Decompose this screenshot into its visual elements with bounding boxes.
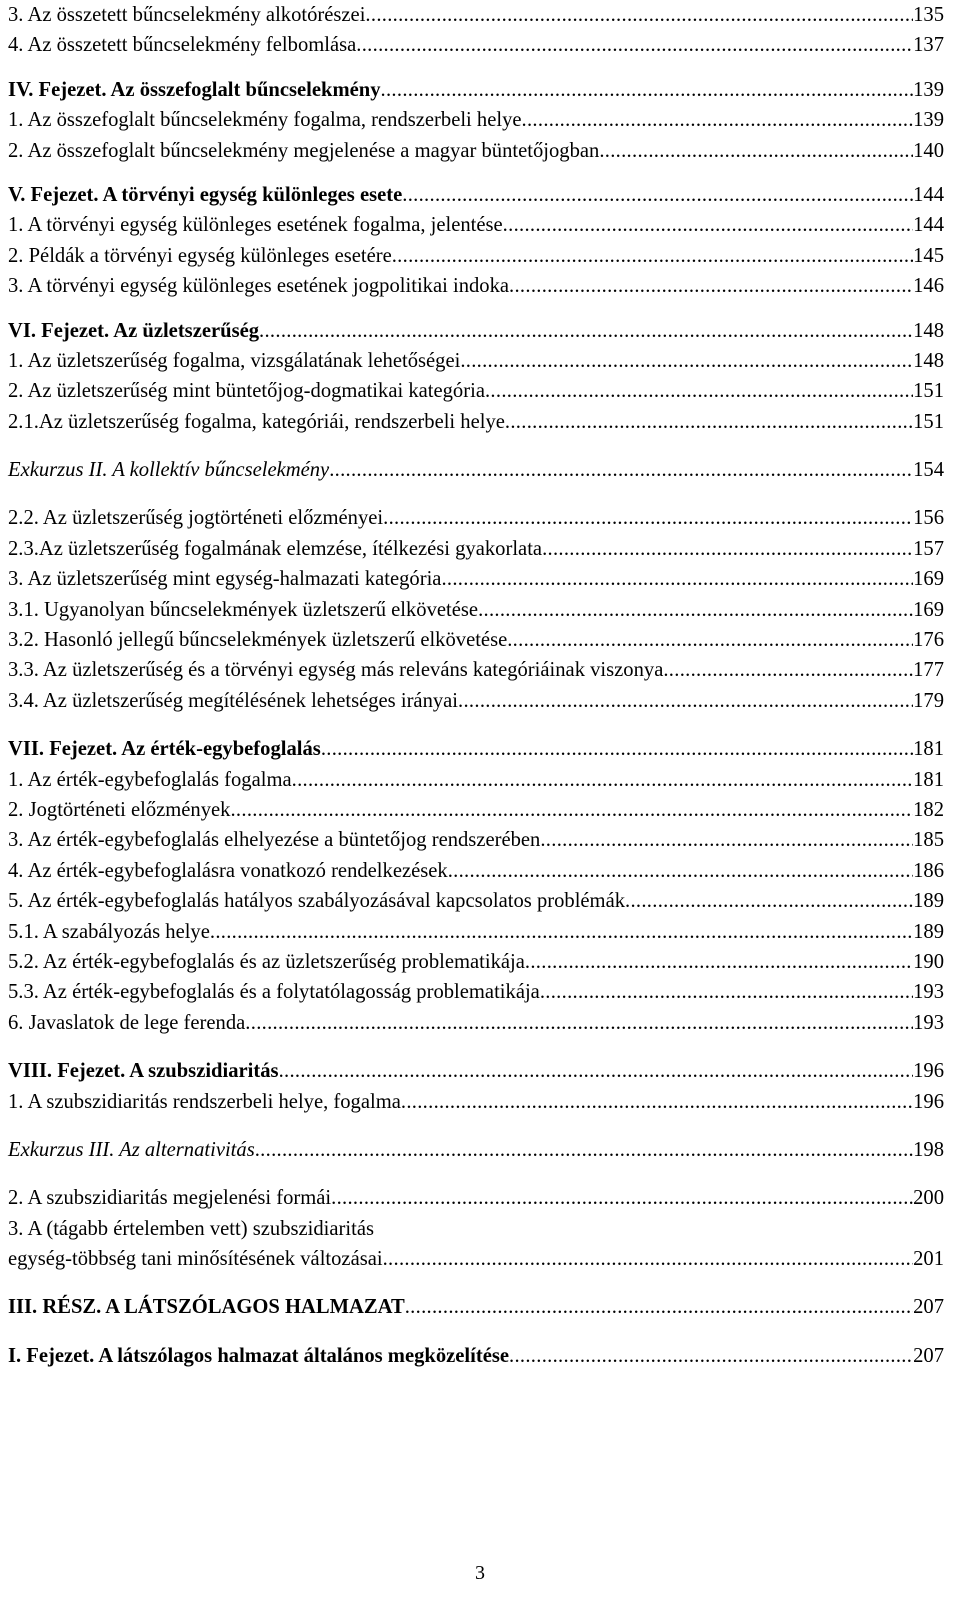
toc-entry-page: 185 [913, 829, 944, 852]
toc-leader-dots [279, 1056, 914, 1086]
toc-entry [8, 977, 944, 1007]
toc-entry-title: 3. Az üzletszerűség mint egység-halmazati kategória [8, 568, 442, 591]
toc-entry-page: 189 [913, 920, 944, 943]
toc-entry-page: 176 [913, 629, 944, 652]
toc-entry-title: 2.1.Az üzletszerűség fogalma, kategóriái, rendszerbeli helye [8, 410, 505, 433]
toc-leader-dots [259, 316, 913, 346]
toc-chapter-entry [8, 1056, 944, 1086]
toc-entry-title: VI. Fejezet. Az üzletszerűség [8, 319, 260, 342]
toc-entry-title: 6. Javaslatok de lege ferenda [8, 1011, 246, 1034]
toc-entry [8, 655, 944, 685]
toc-entry-title: Exkurzus II. A kollektív bűncselekmény [8, 459, 330, 482]
page-number: 3 [475, 1562, 485, 1584]
toc-leader-dots [625, 886, 913, 916]
toc-leader-dots [485, 376, 913, 406]
toc-entry-title: IV. Fejezet. Az összefoglalt bűncselekmény [8, 78, 381, 101]
toc-entry-page: 201 [913, 1248, 944, 1271]
toc-entry-title: I. Fejezet. A látszólagos halmazat általános megközelítése [8, 1344, 510, 1367]
toc-entry [8, 136, 944, 166]
toc-entry-title: 3. A (tágabb értelemben vett) szubszidiaritás [8, 1217, 374, 1240]
toc-chapter-entry [8, 316, 944, 346]
toc-entry-page: 144 [913, 214, 944, 237]
toc-entry [8, 886, 944, 916]
toc-entry [8, 947, 944, 977]
toc-excursus-entry [8, 455, 944, 485]
toc-leader-dots [542, 534, 913, 564]
toc-leader-dots [505, 407, 913, 437]
toc-entry-title: 3. A törvényi egység különleges esetének jogpolitikai indoka [8, 275, 510, 298]
toc-entry-page: 169 [913, 568, 944, 591]
toc-leader-dots [392, 241, 913, 271]
toc-leader-dots [460, 346, 913, 376]
toc-entry [8, 686, 944, 716]
toc-entry-title: 2. Az összefoglalt bűncselekmény megjelenése a magyar büntetőjogban [8, 139, 600, 162]
toc-entry [8, 765, 944, 795]
toc-entry-page: 196 [913, 1090, 944, 1113]
toc-entry-page: 207 [913, 1296, 944, 1319]
toc-entry-title: III. RÉSZ. A LÁTSZÓLAGOS HALMAZAT [8, 1296, 405, 1319]
toc-leader-dots [525, 947, 913, 977]
toc-leader-dots [509, 271, 913, 301]
toc-entry-first-line [8, 1214, 944, 1244]
toc-entry-page: 169 [913, 598, 944, 621]
toc-entry-title: 1. A törvényi egység különleges esetének fogalma, jelentése [8, 214, 503, 237]
toc-entry-title: 2. A szubszidiaritás megjelenési formái [8, 1187, 332, 1210]
toc-entry-page: 139 [913, 109, 944, 132]
toc-leader-dots [441, 564, 913, 594]
toc-leader-dots [507, 625, 913, 655]
toc-entry-title: 5.2. Az érték-egybefoglalás és az üzletszerűség problematikája [8, 950, 525, 973]
toc-entry [8, 1183, 944, 1213]
toc-entry-page: 196 [913, 1060, 944, 1083]
toc-leader-dots [503, 210, 913, 240]
toc-entry-page: 181 [913, 768, 944, 791]
toc-entry [8, 795, 944, 825]
toc-entry-title: 2.3.Az üzletszerűség fogalmának elemzése, ítélkezési gyakorlata [8, 537, 543, 560]
toc-entry [8, 856, 944, 886]
toc-entry-title: VIII. Fejezet. A szubszidiaritás [8, 1060, 279, 1083]
toc-entry [8, 625, 944, 655]
toc-entry-page: 137 [913, 34, 944, 57]
toc-leader-dots [255, 1135, 913, 1165]
toc-chapter-entry [8, 734, 944, 764]
toc-leader-dots [663, 655, 913, 685]
toc-leader-dots [381, 75, 914, 105]
toc-leader-dots [230, 795, 913, 825]
toc-leader-dots [292, 765, 913, 795]
toc-entry-page: 200 [913, 1187, 944, 1210]
toc-entry-page: 140 [913, 139, 944, 162]
toc-entry [8, 534, 944, 564]
toc-entry-page: 198 [913, 1138, 944, 1161]
toc-leader-dots [383, 1244, 914, 1274]
toc-entry-page: 148 [913, 319, 944, 342]
toc-entry-page: 156 [913, 507, 944, 530]
toc-entry [8, 407, 944, 437]
toc-entry-title: V. Fejezet. A törvényi egység különleges esete [8, 183, 403, 206]
toc-entry-page: 193 [913, 981, 944, 1004]
toc-entry-title: 2. Példák a törvényi egység különleges esetére [8, 244, 392, 267]
toc-leader-dots [478, 595, 913, 625]
toc-leader-dots [599, 136, 913, 166]
toc-leader-dots [331, 1183, 913, 1213]
toc-leader-dots [509, 1341, 913, 1371]
toc-entry-title: 3.3. Az üzletszerűség és a törvényi egység más releváns kategóriáinak viszonya [8, 659, 664, 682]
toc-entry [8, 30, 944, 60]
toc-entry-title: 5.1. A szabályozás helye [8, 920, 210, 943]
toc-entry-page: 144 [913, 183, 944, 206]
toc-entry-title: 3.2. Hasonló jellegű bűncselekmények üzletszerű elkövetése [8, 629, 508, 652]
toc-entry-page: 151 [913, 380, 944, 403]
toc-leader-dots [540, 977, 913, 1007]
toc-leader-dots [329, 455, 913, 485]
toc-entry-title: 2. Az üzletszerűség mint büntetőjog-dogmatikai kategória [8, 380, 485, 403]
toc-entry-page: 151 [913, 410, 944, 433]
toc-entry-title: 2. Jogtörténeti előzmények [8, 798, 231, 821]
toc-entry-title: 1. A szubszidiaritás rendszerbeli helye, fogalma [8, 1090, 401, 1113]
toc-entry [8, 241, 944, 271]
toc-entry-page: 145 [913, 244, 944, 267]
toc-entry-title: egység-többség tani minősítésének változásai [8, 1248, 383, 1271]
toc-entry-page: 207 [913, 1344, 944, 1367]
toc-entry-page: 148 [913, 349, 944, 372]
table-of-contents [8, 0, 944, 1371]
toc-leader-dots [383, 503, 913, 533]
toc-leader-dots [540, 825, 913, 855]
toc-entry [8, 105, 944, 135]
toc-excursus-entry [8, 1135, 944, 1165]
toc-entry-title: 1. Az érték-egybefoglalás fogalma [8, 768, 292, 791]
toc-entry-title: 3. Az érték-egybefoglalás elhelyezése a büntetőjog rendszerében [8, 829, 541, 852]
toc-entry-page: 157 [913, 537, 944, 560]
toc-entry [8, 1087, 944, 1117]
toc-entry-page: 189 [913, 890, 944, 913]
toc-entry-title: Exkurzus III. Az alternativitás [8, 1138, 255, 1161]
toc-entry [8, 1008, 944, 1038]
toc-entry-title: 3.1. Ugyanolyan bűncselekmények üzletszerű elkövetése [8, 598, 479, 621]
toc-entry [8, 503, 944, 533]
toc-entry-page: 186 [913, 859, 944, 882]
toc-leader-dots [365, 0, 913, 30]
toc-entry-title: 1. Az üzletszerűség fogalma, vizsgálatának lehetőségei [8, 349, 461, 372]
toc-entry-title: 5.3. Az érték-egybefoglalás és a folytatólagosság problematikája [8, 981, 540, 1004]
toc-entry-page: 181 [913, 738, 944, 761]
toc-entry-page: 154 [913, 459, 944, 482]
toc-chapter-entry [8, 75, 944, 105]
toc-entry-page: 190 [913, 950, 944, 973]
toc-entry [8, 210, 944, 240]
toc-leader-dots [448, 856, 913, 886]
toc-leader-dots [522, 105, 914, 135]
toc-leader-dots [458, 686, 913, 716]
toc-entry-title: 4. Az érték-egybefoglalásra vonatkozó rendelkezések [8, 859, 448, 882]
toc-leader-dots [402, 180, 913, 210]
toc-entry-page: 139 [913, 78, 944, 101]
toc-entry-title: 1. Az összefoglalt bűncselekmény fogalma, rendszerbeli helye [8, 109, 522, 132]
toc-entry [8, 825, 944, 855]
toc-entry-title: 4. Az összetett bűncselekmény felbomlása [8, 34, 357, 57]
toc-chapter-entry [8, 180, 944, 210]
toc-entry [8, 1244, 944, 1274]
toc-entry-page: 177 [913, 659, 944, 682]
toc-entry-page: 135 [913, 4, 944, 26]
toc-entry-page: 146 [913, 275, 944, 298]
toc-entry-page: 179 [913, 689, 944, 712]
toc-leader-dots [210, 917, 913, 947]
toc-leader-dots [245, 1008, 913, 1038]
toc-entry-title: VII. Fejezet. Az érték-egybefoglalás [8, 738, 321, 761]
toc-entry [8, 271, 944, 301]
toc-entry-page: 182 [913, 798, 944, 821]
toc-entry [8, 346, 944, 376]
toc-entry-title: 3. Az összetett bűncselekmény alkotórészei [8, 4, 366, 26]
toc-chapter-entry [8, 1341, 944, 1371]
toc-entry-page: 193 [913, 1011, 944, 1034]
toc-leader-dots [405, 1292, 913, 1322]
toc-leader-dots [401, 1087, 913, 1117]
toc-entry [8, 564, 944, 594]
toc-entry [8, 917, 944, 947]
toc-leader-dots [321, 734, 913, 764]
toc-entry-title: 2.2. Az üzletszerűség jogtörténeti előzményei [8, 507, 384, 530]
toc-entry-title: 3.4. Az üzletszerűség megítélésének lehetséges irányai [8, 689, 459, 712]
toc-part-entry [8, 1292, 944, 1322]
toc-leader-dots [356, 30, 913, 60]
toc-entry-title: 5. Az érték-egybefoglalás hatályos szabályozásával kapcsolatos problémák [8, 890, 626, 913]
toc-entry [8, 595, 944, 625]
toc-entry [8, 376, 944, 406]
toc-entry [8, 0, 944, 30]
